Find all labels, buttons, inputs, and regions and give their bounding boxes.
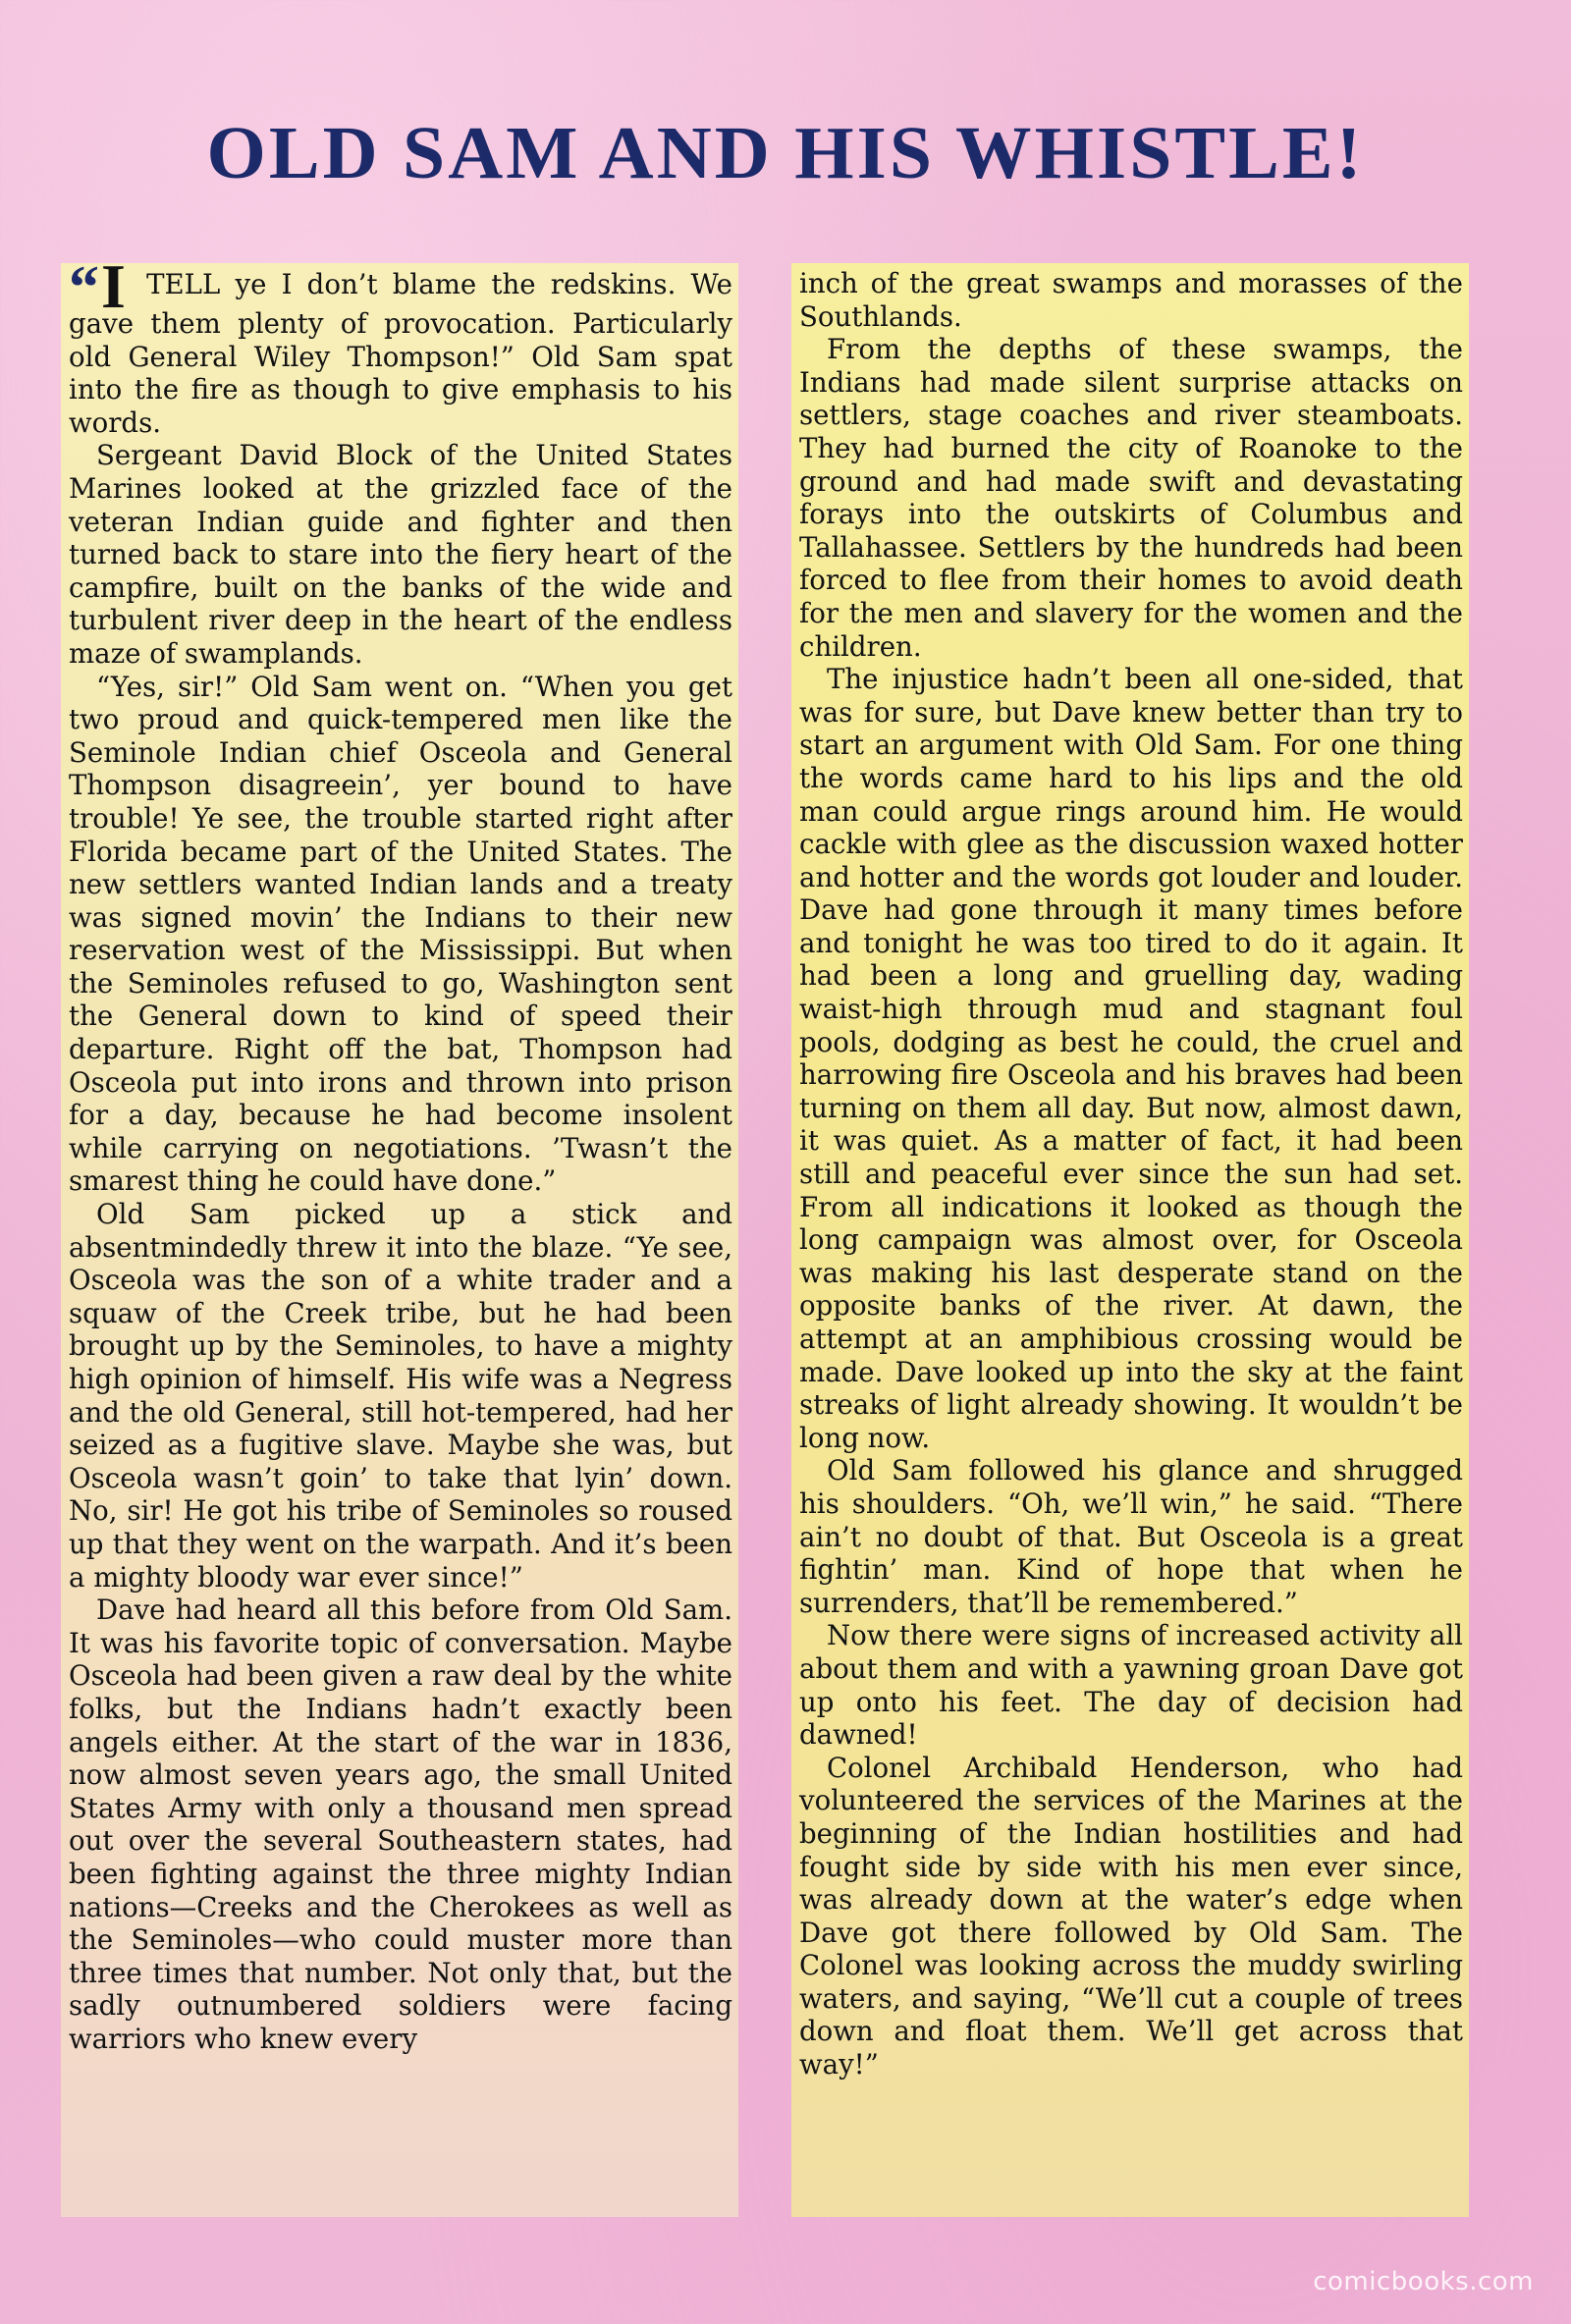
- article-paragraph: Sergeant David Block of the United States Marines looked at the grizzled face of the veteran Indian guide and fighter and then turned back to stare into the fiery heart of the campfire, built on the banks of the wide and turbulent river deep in the heart of the endless maze of swamplands.: [69, 439, 732, 670]
- article-paragraph: Colonel Archibald Henderson, who had volunteered the services of the Marines at the beginning of the Indian hostilities and had fought side by side with his men ever since, was already down at the water’s edge when Dave got there followed by Old Sam. The Colonel was looking across the muddy swirling waters, and saying, “We’ll cut a couple of trees down and float them. We’ll get across that way!”: [799, 1751, 1463, 2081]
- article-paragraph: Now there were signs of increased activity all about them and with a yawning groan Dave got up onto his feet. The day of decision had dawned!: [799, 1619, 1463, 1752]
- article-paragraph: Dave had heard all this before from Old Sam. It was his favorite topic of conversation. Maybe Osceola had been given a raw deal by the white folks, but the Indians hadn’t exactly been angels either. At the start of the war in 1836, now almost seven years ago, the small United States Army with only a thousand men spread out over the several Southeastern states, had been fighting against the three mighty Indian nations—Creeks and the Cherokees as well as the Seminoles—who could muster more than three times that number. Not only that, but the sadly outnumbered soldiers were facing warriors who knew every: [69, 1594, 732, 2055]
- article-paragraph: “Yes, sir!” Old Sam went on. “When you get two proud and quick-tempered men like the Seminole Indian chief Osceola and General Thompson disagreein’, yer bound to have trouble! Ye see, the trouble started right after Florida became part of the United States. The new settlers wanted Indian lands and a treaty was signed movin’ the Indians to their new reservation west of the Mississippi. But when the Seminoles refused to go, Washington sent the General down to kind of speed their departure. Right off the bat, Thompson had Osceola put into irons and thrown into prison for a day, because he had become insolent while carrying on negotiations. ’Twasn’t the smarest thing he could have done.”: [69, 670, 732, 1198]
- article-paragraph: inch of the great swamps and morasses of the Southlands.: [799, 267, 1463, 333]
- article-paragraph: Old Sam followed his glance and shrugged his shoulders. “Oh, we’ll win,” he said. “There ain’t no doubt of that. But Osceola is a great fightin’ man. Kind of hope that when he surrenders, that’ll be remembered.”: [799, 1454, 1463, 1619]
- article-paragraph: The injustice hadn’t been all one-sided, that was for sure, but Dave knew better than try to start an argument with Old Sam. For one thing the words came hard to his lips and the old man could argue rings around him. He would cackle with glee as the discussion waxed hotter and hotter and the words got louder and louder. Dave had gone through it many times before and tonight he was too tired to do it again. It had been a long and gruelling day, wading waist-high through mud and stagnant foul pools, dodging as best he could, the cruel and harrowing fire Osceola and his braves had been turning on them all day. But now, almost dawn, it was quiet. As a matter of fact, it had been still and peaceful ever since the sun had set. From all indications it looked as though the long campaign was almost over, for Osceola was making his last desperate stand on the opposite banks of the river. At dawn, the attempt at an amphibious crossing would be made. Dave looked up into the sky at the faint streaks of light already showing. It wouldn’t be long now.: [799, 663, 1463, 1454]
- article-paragraph: From the depths of these swamps, the Indians had made silent surprise attacks on settlers, stage coaches and river steamboats. They had burned the city of Roanoke to the ground and had made swift and devastating forays into the outskirts of Columbus and Tallahassee. Settlers by the hundreds had been forced to flee from their homes to avoid death for the men and slavery for the women and the children.: [799, 333, 1463, 663]
- article-column-right: [791, 263, 1469, 2217]
- site-watermark: comicbooks.com: [1313, 2267, 1534, 2297]
- article-paragraph: [69, 263, 732, 439]
- drop-cap: I: [101, 263, 126, 321]
- page-title: OLD SAM AND HIS WHISTLE!: [206, 112, 1365, 194]
- paragraph-text: TELL ye I don’t blame the redskins. We gave them plenty of provocation. Particularly old General Wiley Thompson!” Old Sam spat into the fire as though to give emphasis to his words.: [69, 268, 732, 439]
- article-column-left: [61, 263, 738, 2217]
- article-paragraph: Old Sam picked up a stick and absentmindedly threw it into the blaze. “Ye see, Osceola was the son of a white trader and a squaw of the Creek tribe, but he had been brought up by the Seminoles, to have a mighty high opinion of himself. His wife was a Negress and the old General, still hot-tempered, had her seized as a fugitive slave. Maybe she was, but Osceola wasn’t goin’ to take that lyin’ down. No, sir! He got his tribe of Seminoles so roused up that they went on the warpath. And it’s been a mighty bloody war ever since!”: [69, 1198, 732, 1594]
- opening-quote-mark: “: [69, 263, 99, 321]
